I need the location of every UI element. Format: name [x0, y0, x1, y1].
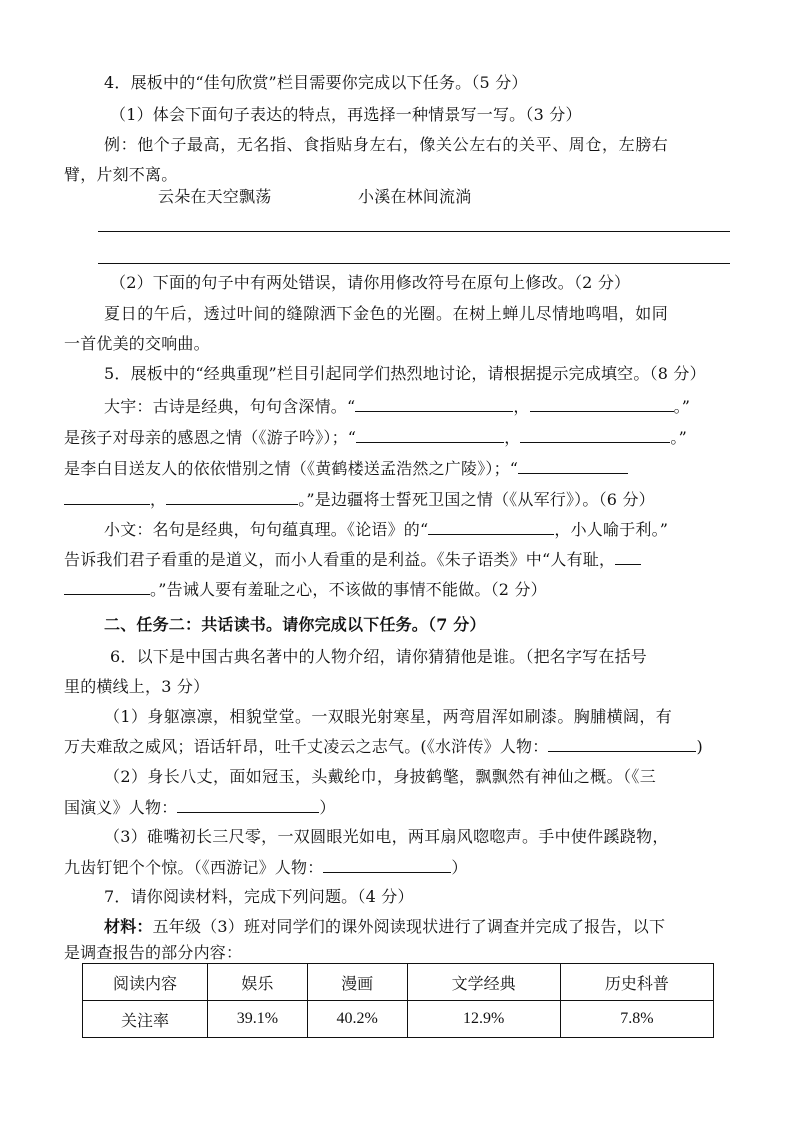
fill-blank[interactable]	[355, 395, 513, 412]
name-blank[interactable]	[177, 796, 319, 813]
q6-char2-line2	[64, 796, 336, 819]
q5-line4-text-b: 。”是边疆将士誓死卫国之情（《从军行》）。（6 分）	[298, 490, 655, 509]
name-blank[interactable]	[323, 856, 451, 873]
q6-char1-close: )	[696, 737, 703, 756]
q4-scene-clouds: 云朵在天空飘荡	[158, 187, 272, 206]
q5-line2	[64, 426, 687, 449]
q6-char3-text: 九齿钉钯个个惊。（《西游记》人物：	[64, 858, 324, 877]
table-header-cell: 漫画	[307, 964, 407, 1001]
q5-line2-text-a: 是孩子对母亲的感恩之情（《游子吟》）；“	[64, 428, 357, 447]
table-header-row	[83, 964, 714, 1001]
q5-line1-text-c: 。”	[673, 397, 691, 416]
q5-line6-text-a: 告诉我们君子看重的是道义，而小人看重的是利益。《朱子语类》中“人有耻，	[64, 550, 616, 569]
q6-char2-text: 国演义》人物：	[64, 798, 178, 817]
fill-blank[interactable]	[64, 488, 150, 505]
q4-example-line1: 例：他个子最高，无名指、食指贴身左右，像关公左右的关平、周仓，左膀右	[104, 135, 669, 154]
q5-line3	[64, 457, 628, 480]
q5-line2-text-c: 。”	[670, 428, 687, 447]
q6-char1-line1: （1）身躯凛凛，相貌堂堂。一双眼光射寒星，两弯眉浑如刷漆。胸脯横阔，有	[104, 707, 673, 726]
q6-char2-close: ）	[319, 798, 336, 817]
q6-title-line2: 里的横线上，3 分）	[64, 677, 210, 696]
table-cell: 40.2%	[307, 1001, 407, 1038]
table-header-cell: 娱乐	[208, 964, 308, 1001]
table-header-cell: 文学经典	[407, 964, 560, 1001]
material-label: 材料：	[104, 917, 153, 936]
q6-title-line1: 6．以下是中国古典名著中的人物介绍，请你猜猜他是谁。（把名字写在括号	[110, 647, 647, 666]
q7-material-line1	[104, 916, 665, 938]
q5-line5	[104, 518, 668, 541]
q4-sentence-line2: 一首优美的交响曲。	[64, 334, 210, 353]
q4-title: 4．展板中的“佳句欣赏”栏目需要你完成以下任务。（5 分）	[104, 73, 528, 92]
q6-char3-line2	[64, 856, 468, 879]
q4-scene-stream: 小溪在林间流淌	[358, 187, 472, 206]
table-header-cell: 阅读内容	[83, 964, 208, 1001]
q5-line4	[64, 488, 655, 511]
table-cell: 12.9%	[407, 1001, 560, 1038]
q5-line1-text-a: 大宇：古诗是经典，句句含深情。“	[104, 397, 356, 416]
q5-line7	[64, 578, 547, 601]
reading-survey-table	[82, 963, 714, 1038]
q4-part2-prompt: （2）下面的句子中有两处错误，请你用修改符号在原句上修改。（2 分）	[110, 273, 631, 292]
fill-blank[interactable]	[64, 578, 150, 595]
q5-line7-text-a: 。”告诫人要有羞耻之心，不该做的事情不能做。（2 分）	[150, 580, 547, 599]
q5-line1	[104, 395, 690, 418]
q5-line4-text-a: ，	[150, 490, 167, 509]
q5-line5-text-a: 小文：名句是经典，句句蕴真理。《论语》的“	[104, 520, 429, 539]
table-cell: 7.8%	[560, 1001, 713, 1038]
fill-blank[interactable]	[520, 426, 670, 443]
q5-line6	[64, 548, 641, 571]
q7-material-line2: 是调查报告的部分内容：	[64, 943, 243, 962]
q4-sentence-line1: 夏日的午后，透过叶间的缝隙洒下金色的光圈。在树上蝉儿尽情地鸣唱，如同	[104, 304, 669, 323]
q7-title: 7．请你阅读材料，完成下列问题。（4 分）	[104, 887, 414, 906]
table-header-cell: 历史科普	[560, 964, 713, 1001]
answer-line-1[interactable]	[98, 231, 730, 232]
table-cell: 39.1%	[208, 1001, 308, 1038]
fill-blank[interactable]	[615, 548, 641, 565]
q4-part1-prompt: （1）体会下面句子表达的特点，再选择一种情景写一写。（3 分）	[110, 105, 582, 124]
q6-char2-line1: （2）身长八丈，面如冠玉，头戴纶巾，身披鹤氅，飘飘然有神仙之概。（《三	[104, 767, 657, 786]
q5-title: 5．展板中的“经典重现”栏目引起同学们热烈地讨论，请根据提示完成填空。（8 分）	[104, 364, 706, 383]
fill-blank[interactable]	[518, 457, 628, 474]
material-text: 五年级（3）班对同学们的课外阅读现状进行了调查并完成了报告，以下	[152, 917, 666, 936]
q6-char3-close: ）	[451, 858, 468, 877]
fill-blank[interactable]	[530, 395, 674, 412]
q5-line2-text-b: ，	[504, 428, 521, 447]
q5-line1-text-b: ，	[513, 397, 530, 416]
fill-blank[interactable]	[428, 518, 554, 535]
q6-char3-line1: （3）碓嘴初长三尺零，一双圆眼光如电，两耳扇风唿唿声。手中使件蹊跷物，	[104, 827, 669, 846]
q6-char1-text: 万夫难敌之威风；语话轩昂，吐千丈凌云之志气。(《水浒传》人物：	[64, 737, 549, 756]
q5-line5-text-b: ，小人喻于利。”	[554, 520, 669, 539]
answer-line-2[interactable]	[98, 263, 730, 264]
name-blank[interactable]	[548, 735, 696, 752]
fill-blank[interactable]	[166, 488, 298, 505]
q5-line3-text-a: 是李白目送友人的依依惜别之情（《黄鹤楼送孟浩然之广陵》）；“	[64, 459, 519, 478]
fill-blank[interactable]	[356, 426, 504, 443]
q4-example-line2: 臂，片刻不离。	[64, 165, 178, 184]
table-row	[83, 1001, 714, 1038]
q6-char1-line2	[64, 735, 703, 758]
table-cell: 关注率	[83, 1001, 208, 1038]
section-2-heading: 二、任务二：共话读书。请你完成以下任务。（7 分）	[104, 615, 486, 634]
